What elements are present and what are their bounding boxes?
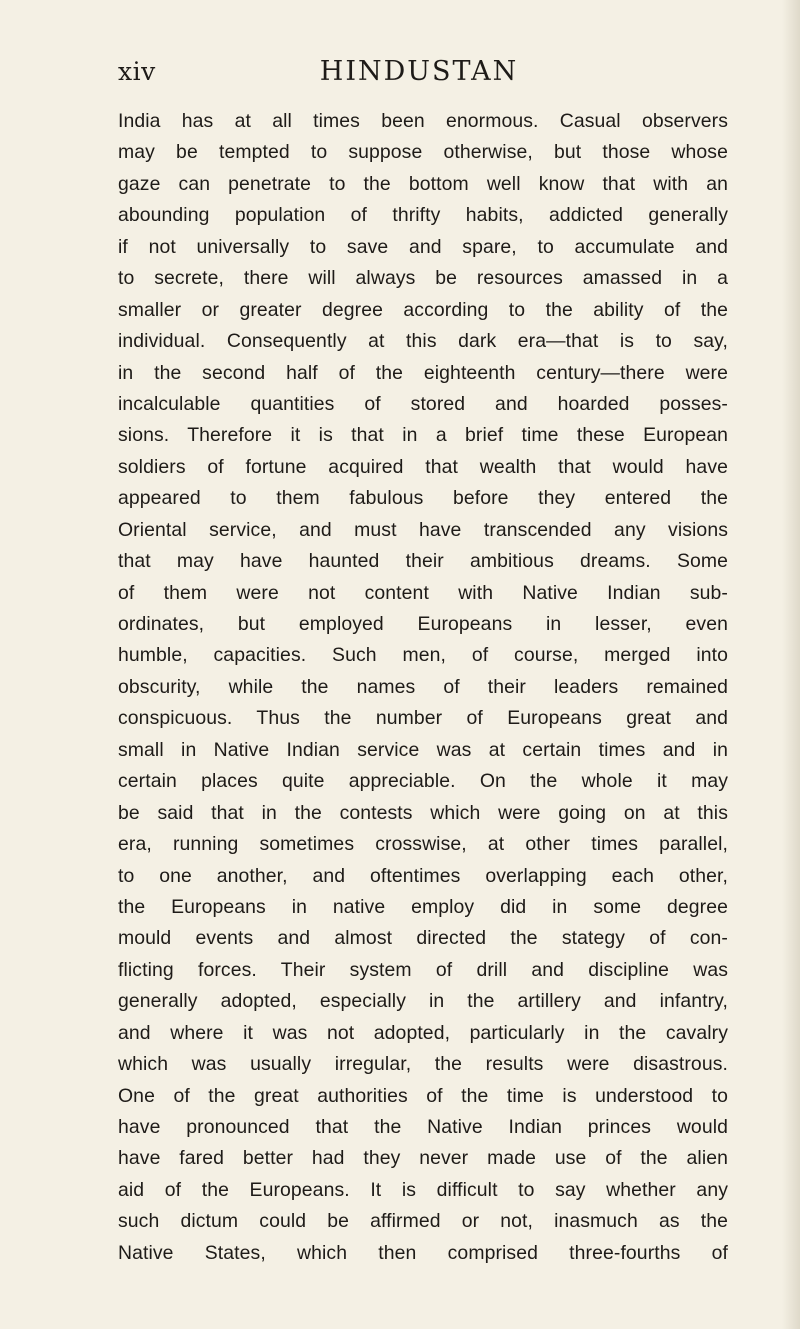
- text-line: if not universally to save and spare, to accumulate and: [118, 235, 728, 258]
- text-line: such dictum could be affirmed or not, inasmuch as the: [118, 1210, 728, 1233]
- text-line: in the second half of the eighteenth century—there were: [118, 361, 728, 384]
- text-line: mould events and almost directed the stategy of con-: [118, 927, 728, 950]
- text-line: aid of the Europeans. It is difficult to say whether any: [118, 1178, 728, 1201]
- text-line: have pronounced that the Native Indian princes would: [118, 1116, 728, 1138]
- running-title: HINDUSTAN: [319, 56, 519, 87]
- text-line: Oriental service, and must have transcended any visions: [118, 518, 728, 541]
- text-line: to one another, and oftentimes overlapping each other,: [118, 864, 728, 887]
- text-line: Native States, which then comprised three-fourths of: [118, 1241, 728, 1264]
- text-line: abounding population of thrifty habits, addicted generally: [118, 204, 728, 227]
- text-line: generally adopted, especially in the artillery and infantry,: [118, 990, 728, 1013]
- text-line: incalculable quantities of stored and hoarded posses-: [118, 392, 728, 415]
- text-line: soldiers of fortune acquired that wealth that would have: [118, 455, 728, 478]
- body-paragraph: [118, 106, 728, 1269]
- text-line: obscurity, while the names of their leaders remained: [118, 675, 728, 698]
- text-line: era, running sometimes crosswise, at other times parallel,: [118, 833, 728, 856]
- text-line: conspicuous. Thus the number of Europeans great and: [118, 707, 728, 730]
- text-line: India has at all times been enormous. Casual observers: [118, 110, 728, 132]
- text-line: be said that in the contests which were going on at this: [118, 801, 728, 824]
- page-number: xiv: [118, 57, 156, 86]
- text-line: One of the great authorities of the time is understood to: [118, 1084, 728, 1107]
- text-line: to secrete, there will always be resources amassed in a: [118, 267, 728, 290]
- text-line: smaller or greater degree according to the ability of the: [118, 298, 728, 321]
- text-line: humble, capacities. Such men, of course, merged into: [118, 644, 728, 667]
- text-line: may be tempted to suppose otherwise, but those whose: [118, 141, 728, 164]
- text-line: small in Native Indian service was at certain times and in: [118, 738, 728, 761]
- text-line: appeared to them fabulous before they entered the: [118, 487, 728, 510]
- running-head: [118, 52, 720, 92]
- text-line: that may have haunted their ambitious dreams. Some: [118, 550, 728, 573]
- text-line: flicting forces. Their system of drill and discipline was: [118, 958, 728, 981]
- text-line: which was usually irregular, the results were disastrous.: [118, 1053, 728, 1076]
- text-line: the Europeans in native employ did in some degree: [118, 895, 728, 918]
- page-edge-shadow: [782, 0, 800, 1329]
- text-line: certain places quite appreciable. On the whole it may: [118, 770, 728, 793]
- text-line: ordinates, but employed Europeans in lesser, even: [118, 613, 728, 635]
- text-line: have fared better had they never made use of the alien: [118, 1147, 728, 1170]
- text-line: and where it was not adopted, particularly in the cavalry: [118, 1021, 728, 1044]
- text-line: individual. Consequently at this dark era—that is to say,: [118, 330, 728, 353]
- text-line: gaze can penetrate to the bottom well know that with an: [118, 172, 728, 195]
- text-line: sions. Therefore it is that in a brief time these European: [118, 424, 728, 447]
- text-line: of them were not content with Native Indian sub-: [118, 581, 728, 604]
